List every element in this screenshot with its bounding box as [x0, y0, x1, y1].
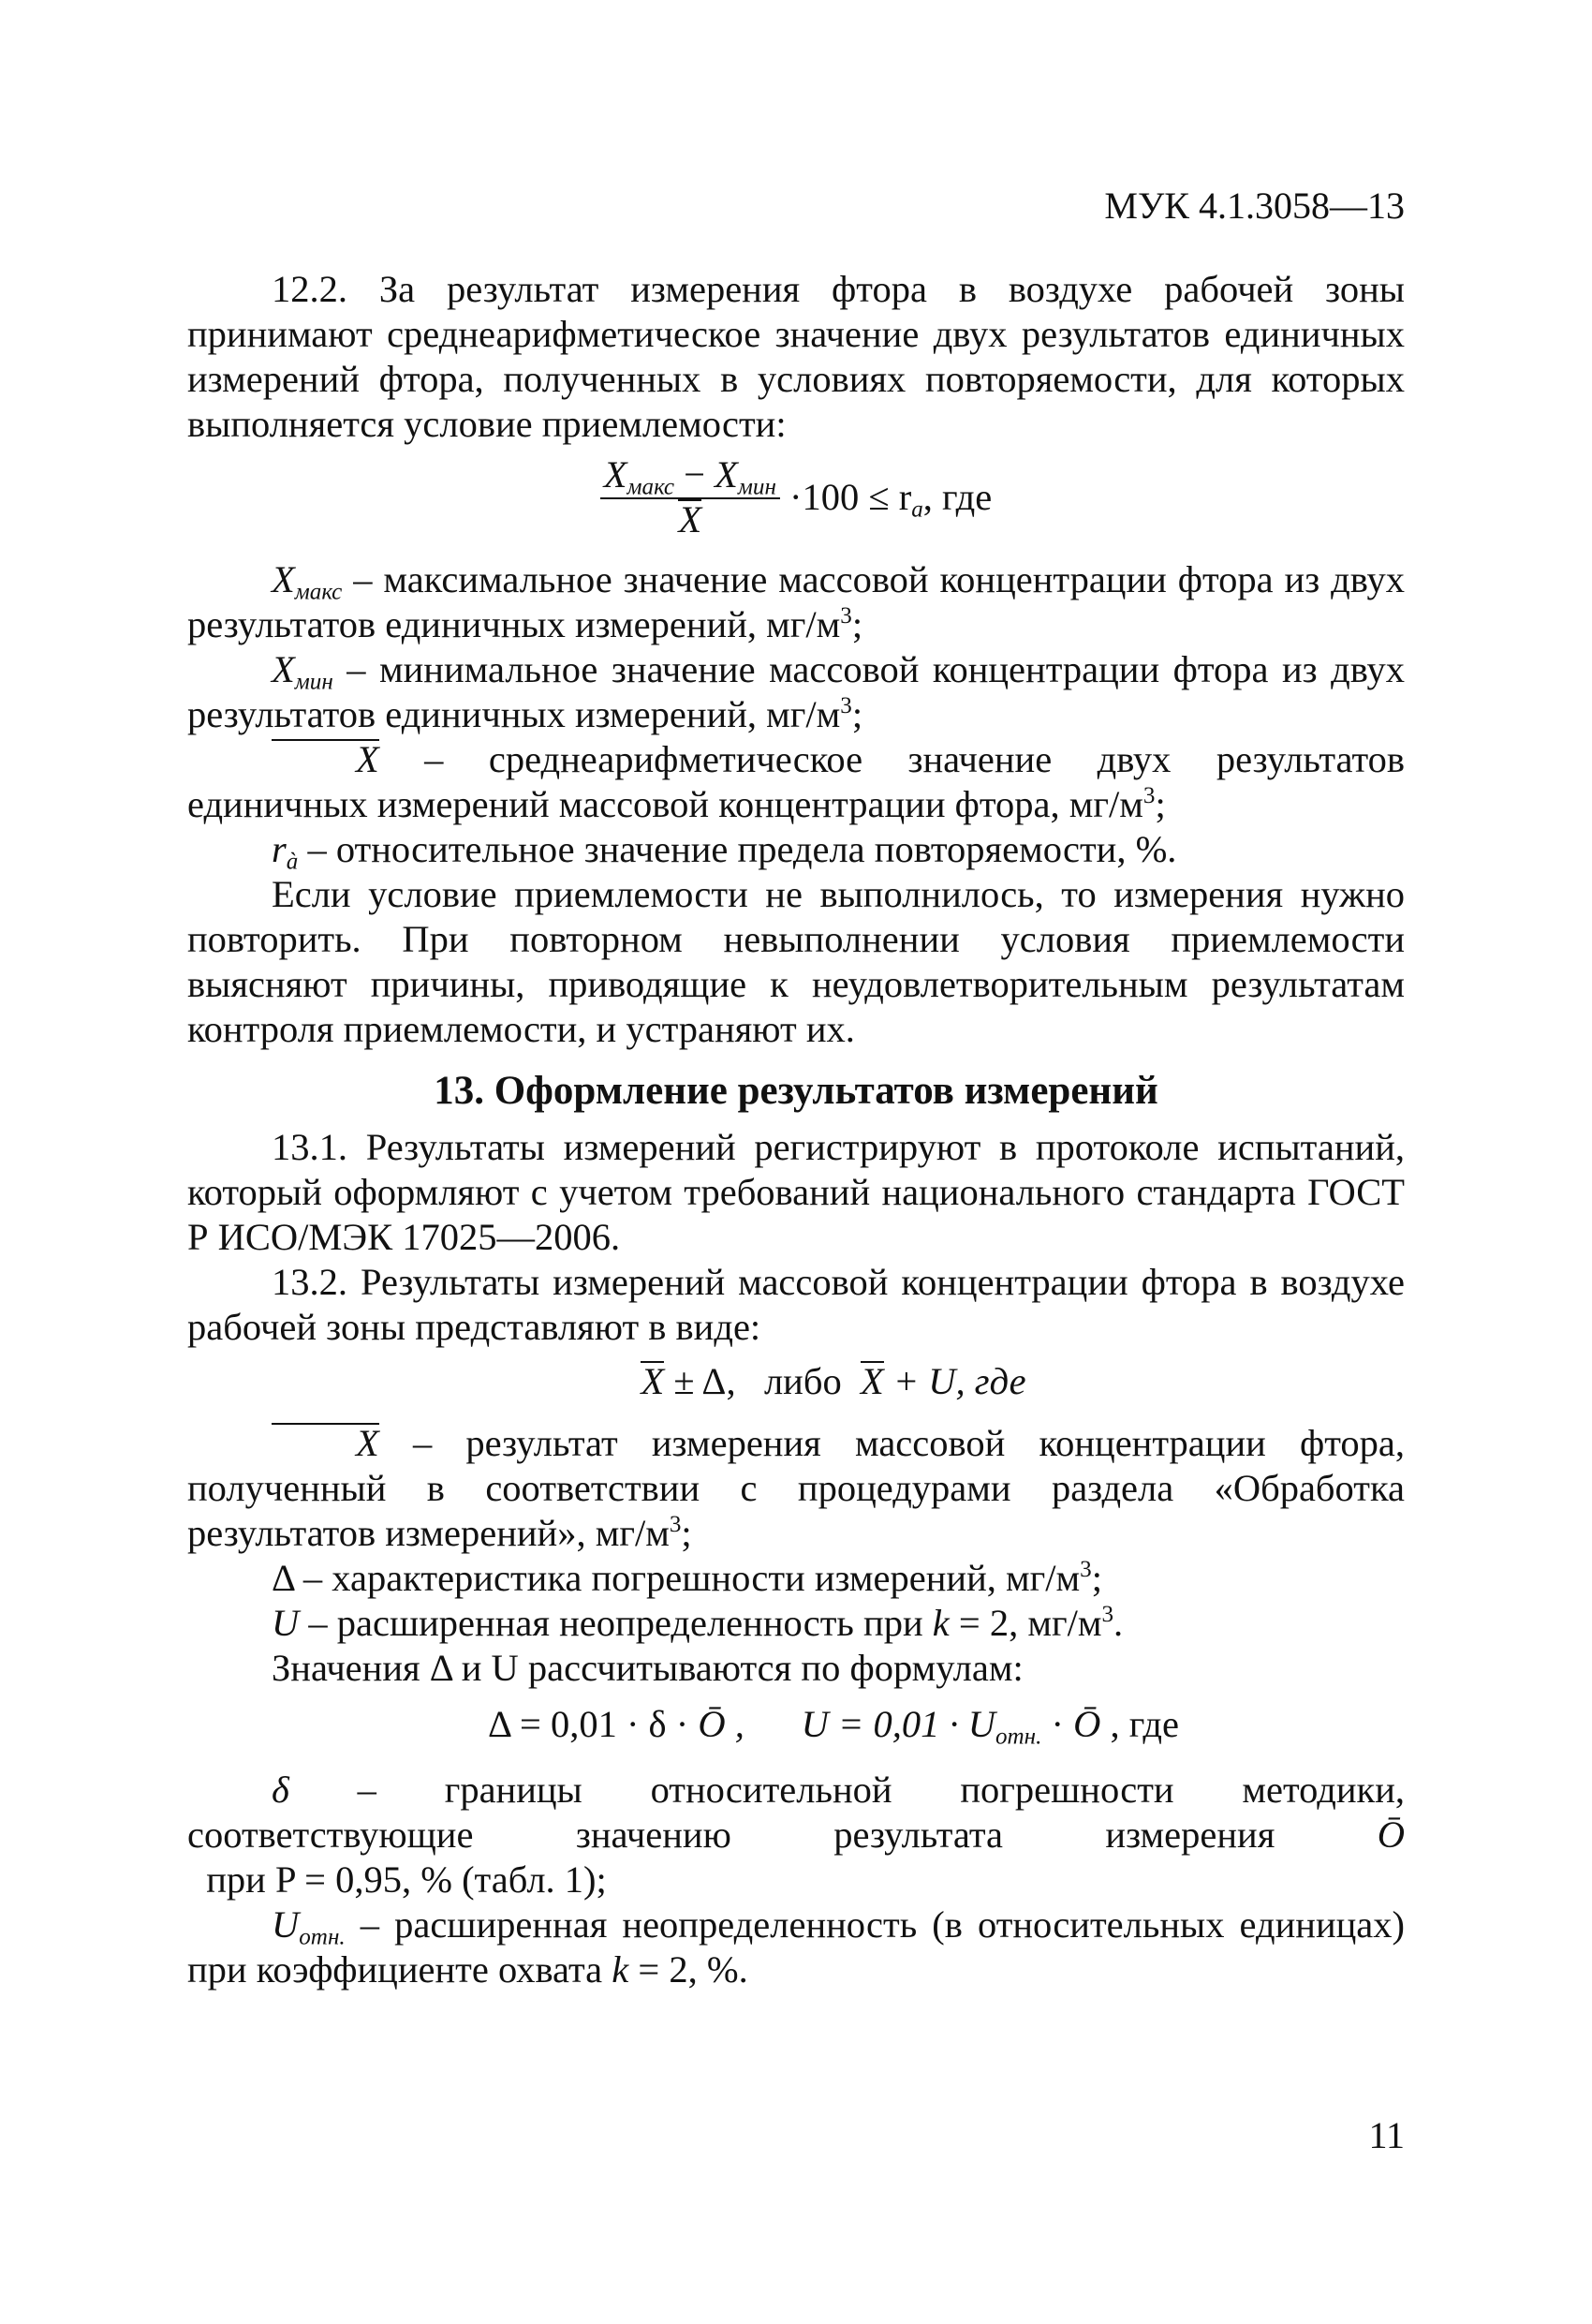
paragraph-13-1: 13.1. Результаты измерений регистрируют в протоколе испытаний, который оформляют с учетом требований национального стандарта ГОСТ Р ИСО/МЭК 17025—2006. [187, 1126, 1405, 1258]
definition-u-rel: $U_{отн.}$ – расширенная неопределенность (в относительных единицах) при коэффициенте охвата k = 2, %. [187, 1903, 1405, 1991]
definition-x-min: $X_{мин}$ – минимальное значение массовой концентрации фтора из двух результатов единичных измерений, $мг/м^3$; [187, 648, 1405, 735]
paragraph-13-2: 13.2. Результаты измерений массовой концентрации фтора в воздухе рабочей зоны представляют в виде: [187, 1261, 1405, 1348]
page-number: 11 [1368, 2114, 1405, 2156]
definition-result-x: X – результат измерения массовой концентрации фтора, полученный в соответствии с процедурами раздела «Обработка результатов измерений», $мг/м^3$; [187, 1422, 1405, 1554]
paragraph-12-2: 12.2. За результат измерения фтора в воздухе рабочей зоны принимают среднеарифметическое значение двух результатов единичных измерений фтора, полученных в условиях повторяемости, для которых выполняется условие приемлемости: [187, 268, 1405, 445]
document-body [187, 267, 1405, 1992]
delta-u-formulas: Δ = 0,01 · δ · Ō , $U = 0,01 \cdot U_{отн.}$ · Ō , где [488, 1703, 1179, 1750]
definition-u: U – расширенная неопределенность при k = 2, $мг/м^3$. [272, 1601, 1124, 1644]
result-formula: X ± Δ, либо X + U, где [641, 1360, 1026, 1402]
formula-fraction [600, 454, 780, 540]
definition-delta-bounds: δ – границы относительной погрешности методики, соответствующие значению результата измерения Ō при P = 0,95, % (табл. 1); [187, 1769, 1405, 1901]
repeatability-formula [187, 454, 1405, 544]
section-13-heading: 13. Оформление результатов измерений [434, 1069, 1158, 1113]
acceptability-note: Если условие приемлемости не выполнилось, то измерения нужно повторить. При повторном невыполнении условия приемлемости выясняют причины, приводящие к неудовлетворительным результатам контроля приемлемости, и устраняют их. [187, 873, 1405, 1050]
definition-delta: Δ – характеристика погрешности измерений, $мг/м^3$; [272, 1556, 1102, 1599]
values-line: Значения Δ и U рассчитываются по формулам: [272, 1647, 1024, 1689]
document-code-header: МУК 4.1.3058—13 [1104, 185, 1405, 227]
definition-x-max: $X_{макс}$ – максимальное значение массовой концентрации фтора из двух результатов единичных измерений, $мг/м^3$; [187, 558, 1405, 645]
formula-tail: $\cdot 100 \le r_a$, где [789, 476, 993, 523]
formula-denominator: X [678, 498, 702, 540]
definition-x-mean: X – среднеарифметическое значение двух результатов единичных измерений массовой концентрации фтора, $мг/м^3$; [187, 738, 1405, 825]
definition-r-a: $r_à$ – относительное значение предела повторяемости, %. [272, 828, 1177, 875]
formula-numerator: $X_{макс} - X_{мин}$ [600, 454, 780, 499]
